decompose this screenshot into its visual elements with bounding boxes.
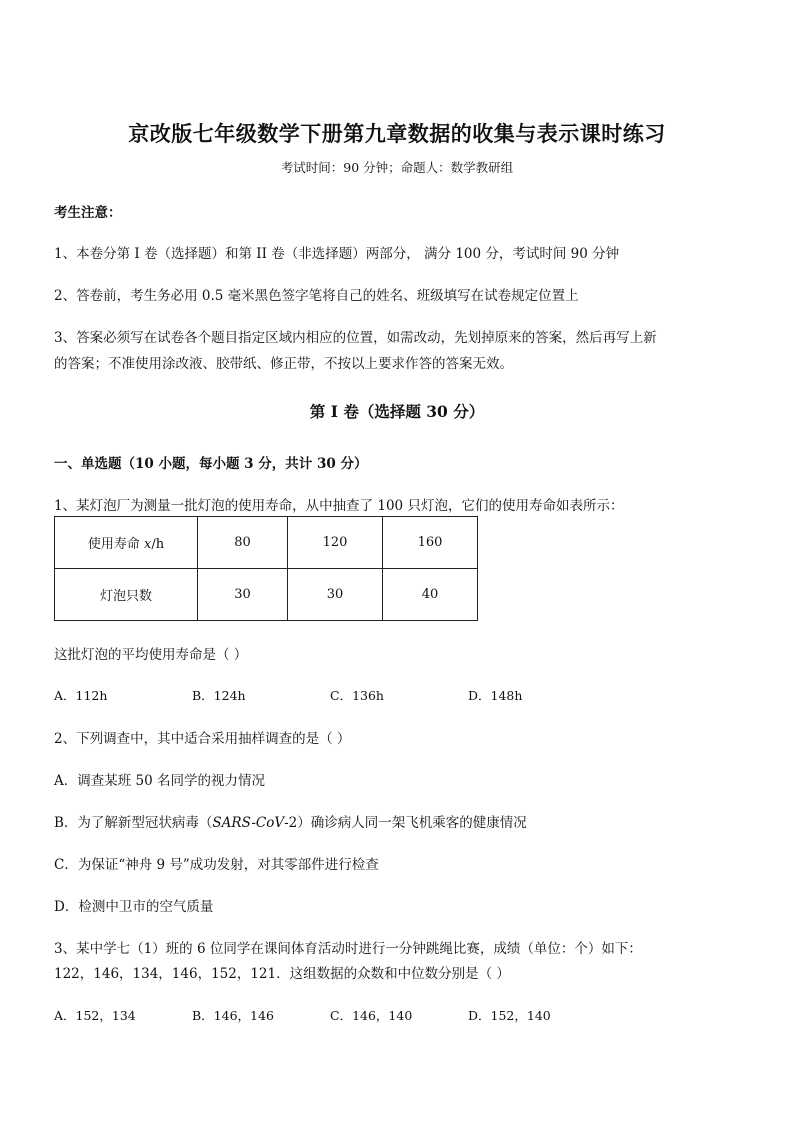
q3-option-c: C．146，140 [330, 1008, 413, 1023]
q1-option-d: D．148h [468, 688, 523, 703]
q1-option-c: C．136h [330, 688, 384, 703]
table-cell: 30 [288, 569, 383, 621]
notice-item-1: 1、本卷分第 I 卷（选择题）和第 II 卷（非选择题）两部分， 满分 100 分，考试时间 90 分钟 [54, 246, 620, 262]
notice-item-3-continued: 的答案；不准使用涂改液、胶带纸、修正带，不按以上要求作答的答案无效。 [54, 356, 513, 372]
q3-stem-line2: 122，146，134，146，152，121．这组数据的众数和中位数分别是（ ） [54, 966, 510, 982]
q3-option-b: B．146，146 [192, 1008, 274, 1023]
table-cell: 30 [198, 569, 288, 621]
q1-option-b: B．124h [192, 688, 246, 703]
table-cell: 80 [198, 517, 288, 569]
notice-item-3: 3、答案必须写在试卷各个题目指定区域内相应的位置，如需改动，先划掉原来的答案，然后再写上新 [54, 330, 657, 346]
q2-option-b: B．为了解新型冠状病毒（SARS-CoV-2）确诊病人同一架飞机乘客的健康情况 [54, 815, 527, 831]
notice-item-2: 2、答卷前，考生务必用 0.5 毫米黑色签字笔将自己的姓名、班级填写在试卷规定位置上 [54, 288, 579, 304]
q1-stem: 1、某灯泡厂为测量一批灯泡的使用寿命，从中抽查了 100 只灯泡，它们的使用寿命如表所示： [54, 498, 624, 514]
section-title: 第 I 卷（选择题 30 分） [309, 402, 485, 421]
table-row-header: 灯泡只数 [55, 569, 198, 621]
table-row [55, 569, 478, 621]
table-cell: 160 [383, 517, 478, 569]
q1-question: 这批灯泡的平均使用寿命是（ ） [54, 647, 248, 663]
q3-stem-line1: 3、某中学七（1）班的 6 位同学在课间体育活动时进行一分钟跳绳比赛，成绩（单位：个）如下： [54, 941, 642, 957]
q2-stem: 2、下列调查中，其中适合采用抽样调查的是（ ） [54, 731, 351, 747]
q1-option-a: A．112h [54, 688, 108, 703]
lifespan-table [54, 516, 478, 621]
q3-option-a: A．152，134 [54, 1008, 136, 1023]
table-cell: 120 [288, 517, 383, 569]
q2-option-c: C．为保证“神舟 9 号”成功发射，对其零部件进行检查 [54, 857, 379, 873]
q2-option-d: D．检测中卫市的空气质量 [54, 899, 214, 915]
part-title: 一、单选题（10 小题，每小题 3 分，共计 30 分） [54, 456, 368, 472]
page-title: 京改版七年级数学下册第九章数据的收集与表示课时练习 [128, 121, 666, 146]
table-row [55, 517, 478, 569]
table-row-header: 使用寿命 x/h [55, 517, 198, 569]
q2-option-a: A．调查某班 50 名同学的视力情况 [54, 773, 266, 789]
table-cell: 40 [383, 569, 478, 621]
notice-heading: 考生注意： [54, 205, 122, 221]
exam-info: 考试时间：90 分钟；命题人：数学教研组 [280, 160, 514, 175]
q3-option-d: D．152，140 [468, 1008, 551, 1023]
